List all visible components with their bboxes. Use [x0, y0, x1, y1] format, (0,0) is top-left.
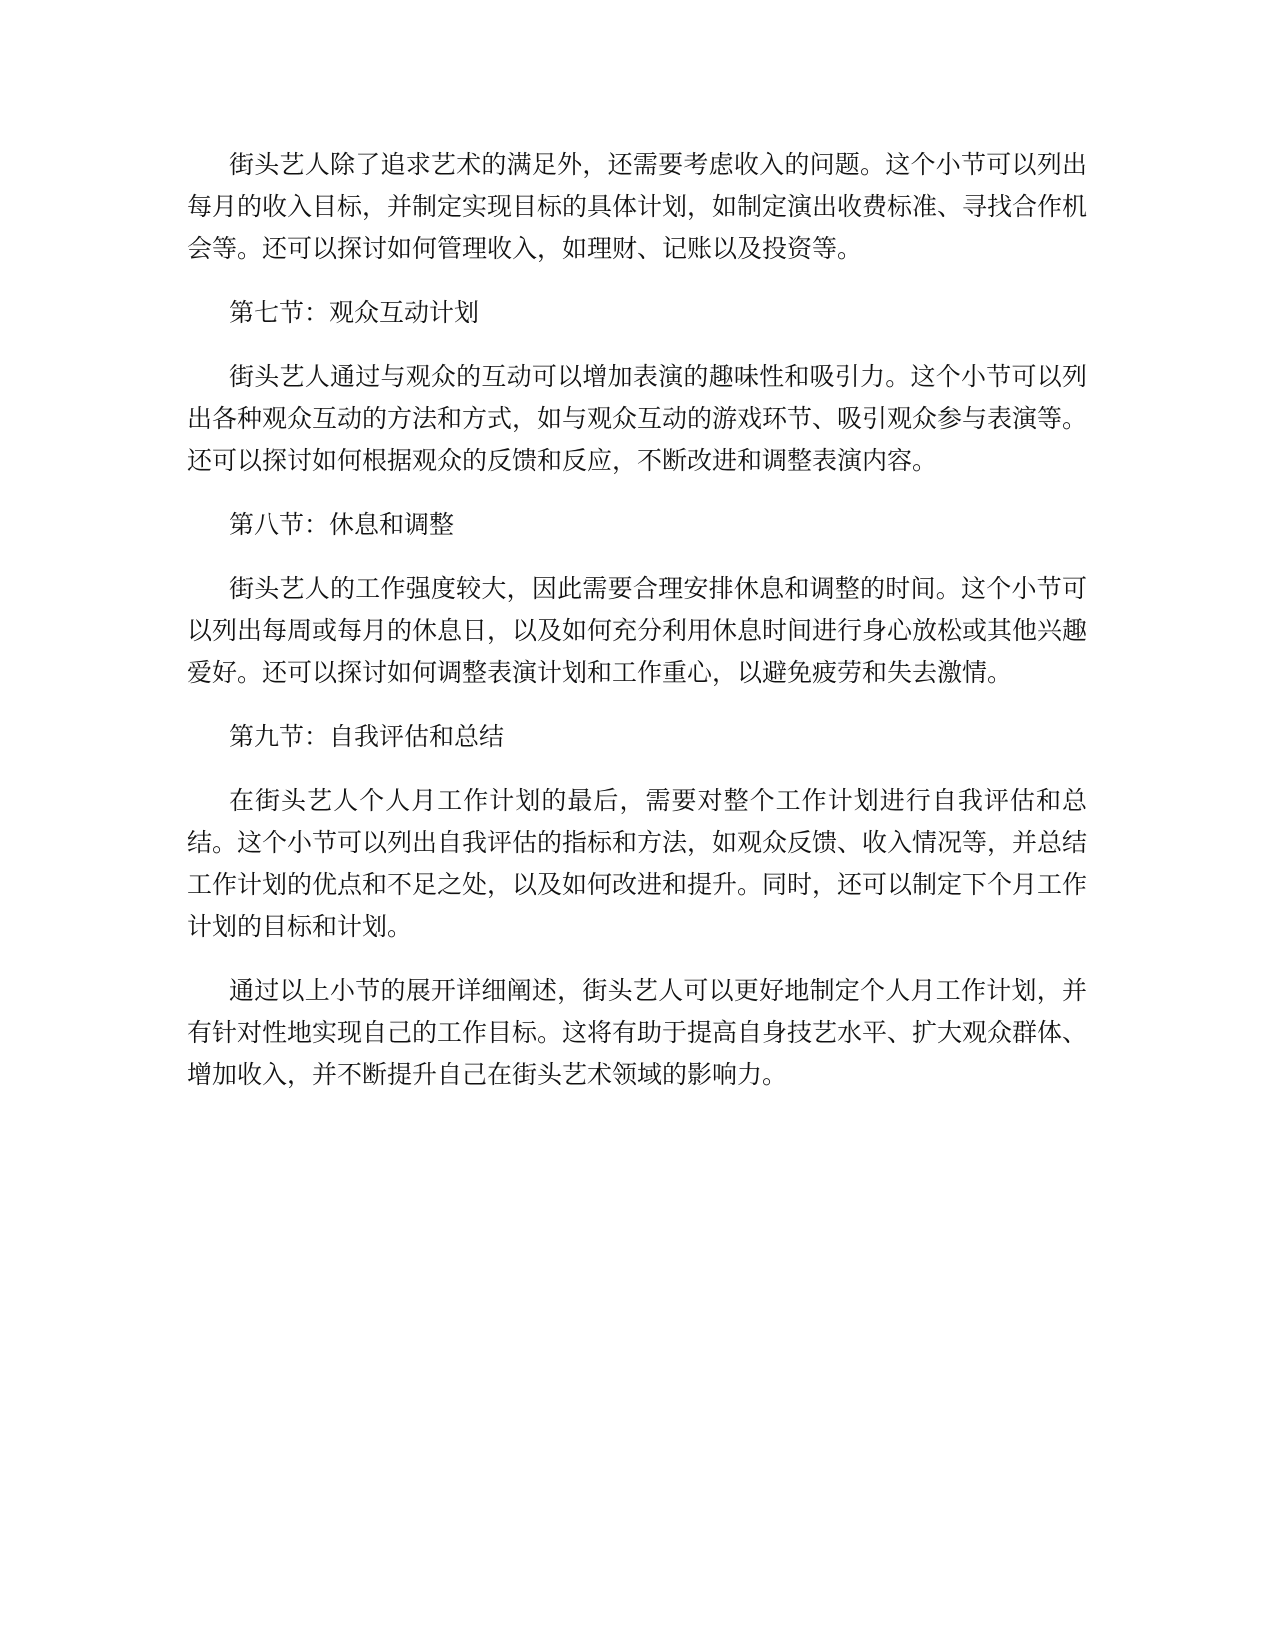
document-body: [187, 144, 1087, 1118]
paragraph-conclusion: 通过以上小节的展开详细阐述，街头艺人可以更好地制定个人月工作计划，并有针对性地实现自己的工作目标。这将有助于提高自身技艺水平、扩大观众群体、增加收入，并不断提升自己在街头艺术领域的影响力。: [187, 976, 1088, 1089]
paragraph-audience-interaction: 街头艺人通过与观众的互动可以增加表演的趣味性和吸引力。这个小节可以列出各种观众互动的方法和方式，如与观众互动的游戏环节、吸引观众参与表演等。还可以探讨如何根据观众的反馈和反应，不断改进和调整表演内容。: [187, 362, 1088, 475]
paragraph-rest-adjustment: 街头艺人的工作强度较大，因此需要合理安排休息和调整的时间。这个小节可以列出每周或每月的休息日，以及如何充分利用休息时间进行身心放松或其他兴趣爱好。还可以探讨如何调整表演计划和工作重心，以避免疲劳和失去激情。: [187, 574, 1088, 687]
section-heading-9: 第九节：自我评估和总结: [229, 722, 505, 751]
section-heading-7: 第七节：观众互动计划: [229, 298, 480, 327]
paragraph-income: 街头艺人除了追求艺术的满足外，还需要考虑收入的问题。这个小节可以列出每月的收入目标，并制定实现目标的具体计划，如制定演出收费标准、寻找合作机会等。还可以探讨如何管理收入，如理财、记账以及投资等。: [187, 150, 1088, 263]
paragraph-self-evaluation: 在街头艺人个人月工作计划的最后，需要对整个工作计划进行自我评估和总结。这个小节可以列出自我评估的指标和方法，如观众反馈、收入情况等，并总结工作计划的优点和不足之处，以及如何改进和提升。同时，还可以制定下个月工作计划的目标和计划。: [187, 786, 1088, 941]
section-heading-8: 第八节：休息和调整: [229, 510, 455, 539]
